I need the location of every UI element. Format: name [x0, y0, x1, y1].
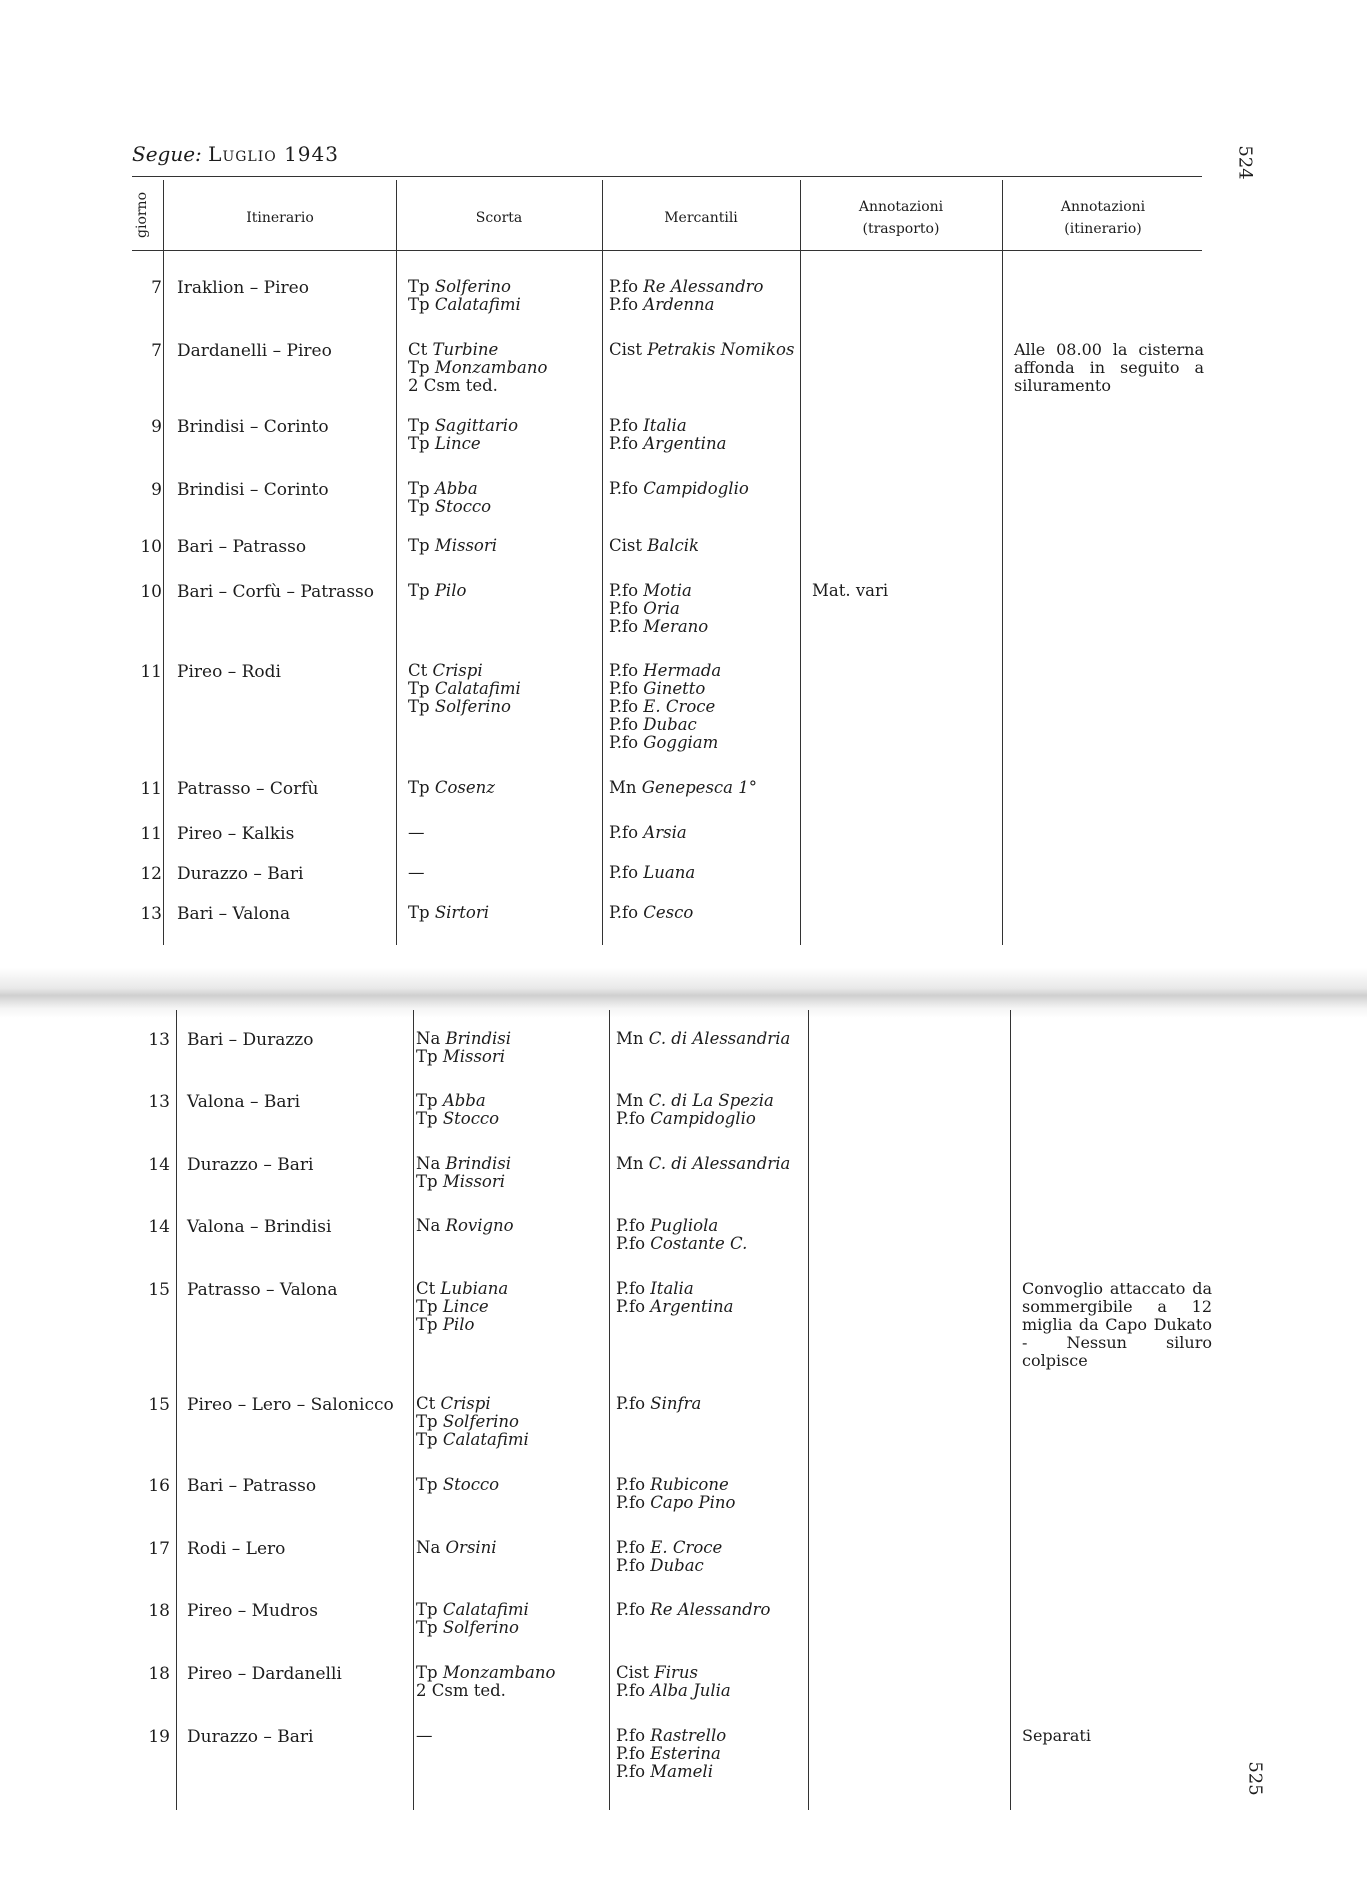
row-day: 16 [148, 1476, 170, 1496]
header-bottom-rule [132, 250, 1202, 251]
row-itinerario: Bari – Patrasso [187, 1476, 317, 1496]
row-itinerario: Pireo – Rodi [177, 662, 281, 682]
row-day: 15 [148, 1280, 170, 1300]
row-itinerario: Patrasso – Valona [187, 1280, 338, 1300]
scorta-line: Ct Lubiana [416, 1279, 509, 1298]
row-itinerario: Bari – Corfù – Patrasso [177, 582, 375, 602]
row-itinerario: Durazzo – Bari [187, 1155, 314, 1175]
mercantile-line: P.fo Goggiam [609, 733, 719, 752]
scorta-line: Tp Sagittario [408, 416, 518, 435]
mercantile-line: P.fo Alba Julia [616, 1681, 731, 1700]
row-mercantili [609, 779, 757, 797]
scorta-line: Na Rovigno [416, 1216, 514, 1235]
mercantile-line: P.fo Cesco [609, 903, 694, 922]
row-mercantili [616, 1727, 726, 1781]
mercantile-line: P.fo Italia [609, 416, 687, 435]
scorta-line: Tp Sirtori [408, 903, 490, 922]
row-day: 10 [140, 537, 162, 557]
scorta-line: Na Brindisi [416, 1154, 512, 1173]
mercantile-line: P.fo Sinfra [616, 1394, 702, 1413]
row-day: 18 [148, 1601, 170, 1621]
row-scorta [416, 1092, 499, 1128]
row-mercantili [616, 1217, 747, 1253]
mercantile-line: P.fo Capo Pino [616, 1493, 736, 1512]
row-day: 9 [151, 417, 162, 437]
scorta-line: Tp Stocco [416, 1475, 500, 1494]
scorta-line: Tp Lince [416, 1297, 489, 1316]
row-ann-itinerario: Alle 08.00 la cisterna affonda in seguito a siluramento [1014, 340, 1204, 395]
row-itinerario: Durazzo – Bari [187, 1727, 314, 1747]
row-itinerario: Iraklion – Pireo [177, 278, 309, 298]
row-day: 13 [148, 1030, 170, 1050]
mercantile-line: P.fo Arsia [609, 823, 687, 842]
page-header [132, 142, 339, 166]
row-day: 9 [151, 480, 162, 500]
scorta-line: Ct Crispi [408, 661, 483, 680]
row-mercantili [609, 904, 693, 922]
row-scorta [408, 582, 466, 600]
row-scorta [416, 1601, 529, 1637]
row-mercantili [616, 1395, 701, 1413]
mercantile-line: P.fo Campidoglio [609, 479, 749, 498]
row-itinerario: Pireo – Kalkis [177, 824, 295, 844]
row-itinerario: Brindisi – Corinto [177, 480, 329, 500]
row-day: 13 [140, 904, 162, 924]
row-day: 19 [148, 1727, 170, 1747]
mercantile-line: P.fo Rubicone [616, 1475, 729, 1494]
page-fold [0, 968, 1367, 1018]
mercantile-line: P.fo Argentina [609, 434, 727, 453]
mercantile-line: Mn Genepesca 1° [609, 778, 757, 797]
scorta-line: Tp Calatafimi [416, 1600, 529, 1619]
scorta-line: Tp Solferino [416, 1412, 519, 1431]
scorta-line: Tp Abba [416, 1091, 486, 1110]
row-scorta [408, 864, 425, 882]
row-day: 13 [148, 1092, 170, 1112]
scorta-line: Tp Solferino [408, 277, 511, 296]
row-day: 11 [140, 779, 162, 799]
scorta-line: Ct Crispi [416, 1394, 491, 1413]
mercantile-line: P.fo Motia [609, 581, 692, 600]
scorta-line: Tp Monzambano [408, 358, 548, 377]
row-scorta [416, 1727, 433, 1745]
row-itinerario: Dardanelli – Pireo [177, 341, 332, 361]
row-mercantili [616, 1539, 722, 1575]
scorta-line: — [408, 823, 425, 842]
row-mercantili [609, 582, 708, 636]
row-mercantili [609, 278, 763, 314]
mercantile-line: Cist Firus [616, 1663, 698, 1682]
scorta-line: Tp Stocco [408, 497, 492, 516]
row-ann-itinerario: Separati [1022, 1726, 1091, 1745]
mercantile-line: P.fo Esterina [616, 1744, 721, 1763]
mercantile-line: P.fo Hermada [609, 661, 722, 680]
row-itinerario: Patrasso – Corfù [177, 779, 319, 799]
mercantile-line: P.fo Merano [609, 617, 709, 636]
row-mercantili [609, 662, 721, 752]
scorta-line: Tp Solferino [408, 697, 511, 716]
scorta-line: Tp Pilo [416, 1315, 475, 1334]
col-head-itinerario: Itinerario [246, 209, 314, 226]
row-mercantili [616, 1476, 735, 1512]
row-scorta [408, 417, 518, 453]
scorta-line: Tp Lince [408, 434, 481, 453]
row-scorta [408, 904, 489, 922]
row-day: 11 [140, 662, 162, 682]
mercantile-line: Mn C. di Alessandria [616, 1154, 791, 1173]
col-head-ann-itinerario: Annotazioni (itinerario) [1060, 198, 1146, 237]
scorta-line: Tp Pilo [408, 581, 467, 600]
scorta-line: 2 Csm ted. [416, 1681, 506, 1700]
page-number-top: 524 [1234, 145, 1256, 180]
scorta-line: Tp Monzambano [416, 1663, 556, 1682]
row-scorta [416, 1395, 529, 1449]
row-day: 14 [148, 1217, 170, 1237]
row-itinerario: Bari – Valona [177, 904, 291, 924]
row-mercantili [616, 1664, 731, 1700]
row-scorta [416, 1217, 514, 1235]
scorta-line: Tp Cosenz [408, 778, 495, 797]
mercantile-line: Mn C. di La Spezia [616, 1091, 774, 1110]
header-prefix: Segue: [132, 142, 202, 166]
mercantile-line: P.fo Ardenna [609, 295, 715, 314]
col-head-giorno: giorno [134, 191, 150, 238]
scorta-line: Tp Missori [408, 536, 498, 555]
mercantile-line: P.fo Costante C. [616, 1234, 748, 1253]
scorta-line: Tp Calatafimi [416, 1430, 529, 1449]
row-day: 10 [140, 582, 162, 602]
row-itinerario: Bari – Patrasso [177, 537, 307, 557]
mercantile-line: P.fo Pugliola [616, 1216, 719, 1235]
row-itinerario: Pireo – Mudros [187, 1601, 318, 1621]
row-day: 7 [151, 278, 162, 298]
row-scorta [408, 341, 547, 395]
row-scorta [416, 1539, 497, 1557]
row-day: 15 [148, 1395, 170, 1415]
scorta-line: Tp Missori [416, 1047, 506, 1066]
scorta-line: Ct Turbine [408, 340, 499, 359]
mercantile-line: P.fo E. Croce [616, 1538, 723, 1557]
row-itinerario: Brindisi – Corinto [177, 417, 329, 437]
scorta-line: 2 Csm ted. [408, 376, 498, 395]
scorta-line: Na Brindisi [416, 1029, 512, 1048]
scorta-line: Tp Missori [416, 1172, 506, 1191]
row-mercantili [609, 341, 794, 359]
row-itinerario: Bari – Durazzo [187, 1030, 314, 1050]
scorta-line: Na Orsini [416, 1538, 497, 1557]
row-mercantili [609, 864, 695, 882]
mercantile-line: P.fo Re Alessandro [616, 1600, 771, 1619]
scorta-line: Tp Abba [408, 479, 478, 498]
row-itinerario: Valona – Brindisi [187, 1217, 332, 1237]
scorta-line: Tp Stocco [416, 1109, 500, 1128]
row-scorta [416, 1664, 555, 1700]
row-itinerario: Durazzo – Bari [177, 864, 304, 884]
row-mercantili [616, 1280, 733, 1316]
row-mercantili [616, 1030, 790, 1048]
mercantile-line: P.fo Campidoglio [616, 1109, 756, 1128]
row-scorta [408, 824, 425, 842]
mercantile-line: P.fo Luana [609, 863, 696, 882]
mercantile-line: Mn C. di Alessandria [616, 1029, 791, 1048]
row-scorta [408, 537, 497, 555]
scorta-line: Tp Calatafimi [408, 295, 521, 314]
row-itinerario: Pireo – Lero – Salonicco [187, 1395, 394, 1415]
row-itinerario: Pireo – Dardanelli [187, 1664, 342, 1684]
row-itinerario: Valona – Bari [187, 1092, 301, 1112]
row-scorta [416, 1030, 511, 1066]
row-scorta [408, 480, 491, 516]
mercantile-line: P.fo Ginetto [609, 679, 706, 698]
mercantile-line: P.fo Dubac [616, 1556, 704, 1575]
row-scorta [408, 278, 521, 314]
col-head-mercantili: Mercantili [664, 209, 738, 226]
scorta-line: Tp Calatafimi [408, 679, 521, 698]
row-ann-itinerario: Convoglio attaccato da sommergibile a 12 miglia da Capo Dukato - Nessun siluro colpisce [1022, 1279, 1212, 1370]
row-day: 17 [148, 1539, 170, 1559]
mercantile-line: P.fo Dubac [609, 715, 697, 734]
mercantile-line: Cist Balcik [609, 536, 700, 555]
mercantile-line: P.fo Rastrello [616, 1726, 727, 1745]
page-number-bottom: 525 [1244, 1761, 1266, 1796]
row-mercantili [609, 417, 726, 453]
row-ann-trasporto: Mat. vari [812, 581, 889, 600]
row-day: 14 [148, 1155, 170, 1175]
row-mercantili [609, 824, 687, 842]
row-mercantili [616, 1601, 770, 1619]
mercantile-line: P.fo Mameli [616, 1762, 713, 1781]
row-day: 18 [148, 1664, 170, 1684]
row-day: 11 [140, 824, 162, 844]
col-head-scorta: Scorta [475, 209, 523, 226]
row-scorta [408, 779, 495, 797]
mercantile-line: Cist Petrakis Nomikos [609, 340, 795, 359]
mercantile-line: P.fo Re Alessandro [609, 277, 764, 296]
scorta-line: — [416, 1726, 433, 1745]
mercantile-line: P.fo Oria [609, 599, 680, 618]
row-day: 12 [140, 864, 162, 884]
row-scorta [408, 662, 521, 716]
scorta-line: Tp Solferino [416, 1618, 519, 1637]
row-mercantili [616, 1092, 774, 1128]
row-mercantili [616, 1155, 790, 1173]
col-head-ann-trasporto: Annotazioni (trasporto) [858, 198, 944, 237]
header-rule [132, 176, 1202, 177]
row-scorta [416, 1476, 499, 1494]
row-mercantili [609, 537, 699, 555]
row-scorta [416, 1155, 511, 1191]
row-scorta [416, 1280, 508, 1334]
row-day: 7 [151, 341, 162, 361]
row-itinerario: Rodi – Lero [187, 1539, 286, 1559]
header-month: Luglio 1943 [208, 142, 339, 166]
scorta-line: — [408, 863, 425, 882]
mercantile-line: P.fo Argentina [616, 1297, 734, 1316]
mercantile-line: P.fo E. Croce [609, 697, 716, 716]
row-mercantili [609, 480, 749, 498]
mercantile-line: P.fo Italia [616, 1279, 694, 1298]
